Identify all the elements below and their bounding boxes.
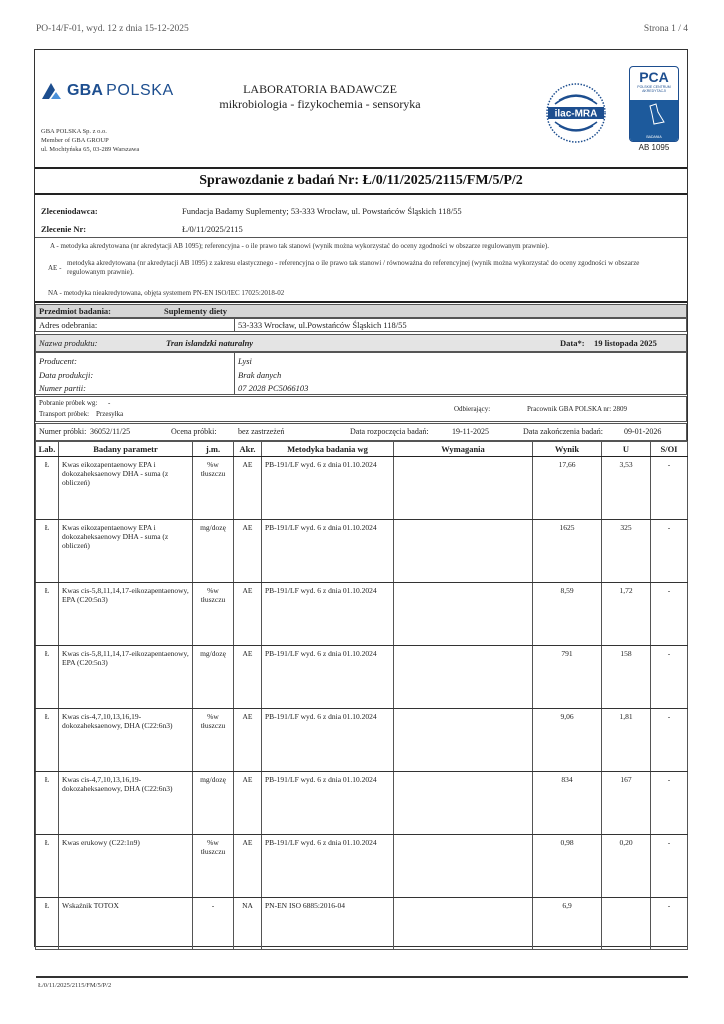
legend-code: NA - [48,289,62,297]
cell-method: PB-191/LF wyd. 6 z dnia 01.10.2024 [262,835,394,898]
cell-soi: - [651,457,688,520]
sampling-block [35,396,687,422]
col-accreditation: Akr. [234,442,262,457]
cell-parameter: Kwas cis-4,7,10,13,16,19-dokozaheksaenowy, DHA (C22:6n3) [59,772,193,835]
legend-text: metodyka nieakredytowana, objęta systemem PN-EN ISO/IEC 17025:2018-02 [63,289,285,297]
cell-accreditation: AE [234,709,262,772]
col-result: Wynik [533,442,602,457]
svg-text:ilac-MRA: ilac-MRA [554,108,598,120]
cell-parameter: Kwas eikozapentaenowy EPA i dokozaheksaenowy DHA - suma (z obliczeń) [59,457,193,520]
start-date-label: Data rozpoczęcia badań: [350,427,429,436]
cell-requirements [394,772,533,835]
product-label: Nazwa produktu: [39,338,98,348]
transport-value: Przesyłka [96,410,124,418]
cell-method: PN-EN ISO 6885:2016-04 [262,898,394,950]
cell-lab: Ł [36,898,59,950]
cell-accreditation: AE [234,520,262,583]
subject-label: Przedmiot badania: [39,306,112,316]
pca-logo [629,66,679,142]
producer-block [35,352,687,395]
product-row [35,334,687,352]
cell-lab: Ł [36,772,59,835]
table-header-row [36,442,688,457]
end-date-label: Data zakończenia badań: [523,427,603,436]
cell-lab: Ł [36,709,59,772]
sample-eval-label: Ocena próbki: [171,427,217,436]
cell-parameter: Kwas eikozapentaenowy EPA i dokozaheksaenowy DHA - suma (z obliczeń) [59,520,193,583]
cell-method: PB-191/LF wyd. 6 z dnia 01.10.2024 [262,520,394,583]
sampling-value: - [108,399,111,407]
start-date-value: 19-11-2025 [452,427,490,436]
cell-soi: - [651,835,688,898]
cell-accreditation: AE [234,772,262,835]
sample-number-value: 36052/11/25 [90,427,131,436]
col-unit: j.m. [193,442,234,457]
ilac-mra-logo [545,82,607,144]
cell-requirements [394,520,533,583]
table-row [36,520,688,583]
legend-ae-code: AE - [48,264,62,272]
cell-method: PB-191/LF wyd. 6 z dnia 01.10.2024 [262,583,394,646]
logo-light: POLSKA [106,82,174,99]
end-date-value: 09-01-2026 [624,427,662,436]
cell-uncertainty: 3,53 [602,457,651,520]
sample-number-label: Numer próbki: [39,427,87,436]
col-parameter: Badany parametr [59,442,193,457]
cell-result: 834 [533,772,602,835]
divider [35,301,687,303]
cell-parameter: Kwas cis-4,7,10,13,16,19-dokozaheksaenowy, DHA (C22:6n3) [59,709,193,772]
pca-subtitle: POLSKIE CENTRUM [637,85,671,89]
cell-uncertainty: 158 [602,646,651,709]
cell-soi: - [651,520,688,583]
cell-soi: - [651,898,688,950]
table-row [36,457,688,520]
cell-accreditation: NA [234,898,262,950]
gba-triangle-icon [42,83,64,99]
cell-uncertainty: 1,72 [602,583,651,646]
lab-title: LABORATORIA BADAWCZE [243,82,397,96]
table-row [36,583,688,646]
cell-result: 0,98 [533,835,602,898]
footer-divider [36,976,688,978]
col-method: Metodyka badania wg [262,442,394,457]
page-number: Strona 1 / 4 [643,24,688,34]
divider [35,237,687,238]
table-row [36,772,688,835]
cell-unit: %w tłuszczu [193,709,234,772]
address-row [35,318,687,332]
ilac-mra-icon [545,82,607,144]
receiver-label: Odbierający: [454,405,491,413]
producer-value: Lysi [238,356,252,366]
col-lab: Lab. [36,442,59,457]
cell-unit: mg/dozę [193,772,234,835]
accreditation-number: AB 1095 [638,143,670,152]
legend-ae-text: metodyka akredytowana (nr akredytacji AB 1095) z zakresu elastycznego - referencyjna o ile prawo tak stanowi / równoważna do referencyjnej (wynik można wykorzystać do oceny zgodności w obszarze regulowanym prawnie). [67,259,640,276]
cell-requirements [394,709,533,772]
cell-requirements [394,835,533,898]
legend-a [50,242,549,250]
client-value: Fundacja Badamy Suplementy; 53-333 Wrocław, ul. Powstańców Śląskich 118/55 [182,206,462,216]
cell-parameter: Kwas erukowy (C22:1n9) [59,835,193,898]
cell-lab: Ł [36,457,59,520]
cell-uncertainty: 0,20 [602,835,651,898]
subject-value: Suplementy diety [164,306,228,316]
cell-soi: - [651,583,688,646]
cell-uncertainty: 325 [602,520,651,583]
cell-unit: %w tłuszczu [193,835,234,898]
cell-soi: - [651,772,688,835]
legend-na [48,289,284,297]
cell-parameter: Kwas cis-5,8,11,14,17-eikozapentaenowy, EPA (C20:5n3) [59,583,193,646]
cell-unit: mg/dozę [193,646,234,709]
receiver-value: Pracownik GBA POLSKA nr: 2809 [527,405,627,413]
cell-uncertainty [602,898,651,950]
sample-row [35,423,687,441]
transport-label: Transport próbek: [39,410,90,418]
pca-subtitle: AKREDYTACJI [642,89,666,93]
company-line: ul. Mochtyńska 65, 03-289 Warszawa [41,146,140,153]
divider [35,167,687,169]
cell-method: PB-191/LF wyd. 6 z dnia 01.10.2024 [262,709,394,772]
cell-result: 9,06 [533,709,602,772]
col-soi: S/OI [651,442,688,457]
cell-result: 1625 [533,520,602,583]
cell-accreditation: AE [234,457,262,520]
results-table [35,441,688,950]
batch-label: Numer partii: [39,383,86,393]
legend-code: A - [50,242,59,250]
batch-value: 07 2028 PC5066103 [238,383,309,393]
cell-lab: Ł [36,646,59,709]
subject-row [35,304,687,318]
address-label: Adres odebrania: [39,320,98,330]
company-line: Member of GBA GROUP [41,137,109,144]
cell-parameter: Kwas cis-5,8,11,14,17-eikozapentaenowy, EPA (C20:5n3) [59,646,193,709]
cell-accreditation: AE [234,646,262,709]
cell-requirements [394,646,533,709]
prod-date-value: Brak danych [238,370,282,380]
date-value: 19 listopada 2025 [594,338,657,348]
logo-bold: GBA [67,82,104,99]
company-info [41,127,139,154]
legend-text: metodyka akredytowana (nr akredytacji AB 1095); referencyjna - o ile prawo tak stanowi (wynik można wykorzystać do oceny zgodności w obszarze regulowanym prawnie). [60,242,549,250]
table-row [36,709,688,772]
pca-title: PCA [639,69,669,85]
cell-accreditation: AE [234,835,262,898]
cell-method: PB-191/LF wyd. 6 z dnia 01.10.2024 [262,646,394,709]
cell-parameter: Wskaźnik TOTOX [59,898,193,950]
cell-method: PB-191/LF wyd. 6 z dnia 01.10.2024 [262,772,394,835]
cell-method: PB-191/LF wyd. 6 z dnia 01.10.2024 [262,457,394,520]
product-value: Tran islandzki naturalny [166,338,254,348]
cell-soi: - [651,646,688,709]
divider [35,193,687,195]
cell-unit: mg/dozę [193,520,234,583]
cell-requirements [394,457,533,520]
table-row [36,646,688,709]
col-uncertainty: U [602,442,651,457]
col-requirements: Wymagania [394,442,533,457]
cell-uncertainty: 1,81 [602,709,651,772]
address-value: 53-333 Wrocław, ul.Powstańców Śląskich 118/55 [238,320,407,330]
table-row [36,835,688,898]
cell-soi: - [651,709,688,772]
divider [234,353,235,395]
cell-unit: - [193,898,234,950]
cell-lab: Ł [36,583,59,646]
order-label: Zlecenie Nr: [41,224,87,234]
pca-badge: BADANIA [646,135,662,139]
prod-date-label: Data produkcji: [39,370,94,380]
footer-doc-id: Ł/0/11/2025/2115/FM/5/P/2 [38,982,112,989]
cell-result: 8,59 [533,583,602,646]
cell-lab: Ł [36,520,59,583]
report-title: Sprawozdanie z badań Nr: Ł/0/11/2025/2115/FM/5/P/2 [199,173,523,188]
company-line: GBA POLSKA Sp. z o.o. [41,128,107,135]
cell-result: 17,66 [533,457,602,520]
cell-result: 6,9 [533,898,602,950]
sampling-label: Pobranie próbek wg: [39,399,98,407]
form-id: PO-14/F-01, wyd. 12 z dnia 15-12-2025 [36,24,189,34]
date-label: Data*: [560,338,585,348]
producer-label: Producent: [39,356,77,366]
cell-requirements [394,898,533,950]
table-row [36,898,688,950]
cell-result: 791 [533,646,602,709]
divider [234,319,235,332]
cell-unit: %w tłuszczu [193,457,234,520]
cell-uncertainty: 167 [602,772,651,835]
cell-unit: %w tłuszczu [193,583,234,646]
cell-accreditation: AE [234,583,262,646]
lab-subtitle: mikrobiologia - fizykochemia - sensoryka [219,97,421,111]
order-value: Ł/0/11/2025/2115 [182,224,243,234]
cell-requirements [394,583,533,646]
flask-icon [630,100,679,130]
sample-eval-value: bez zastrzeżeń [238,427,285,436]
lab-title-block [200,82,440,112]
gba-logo [42,82,174,100]
client-label: Zleceniodawca: [41,206,98,216]
cell-lab: Ł [36,835,59,898]
